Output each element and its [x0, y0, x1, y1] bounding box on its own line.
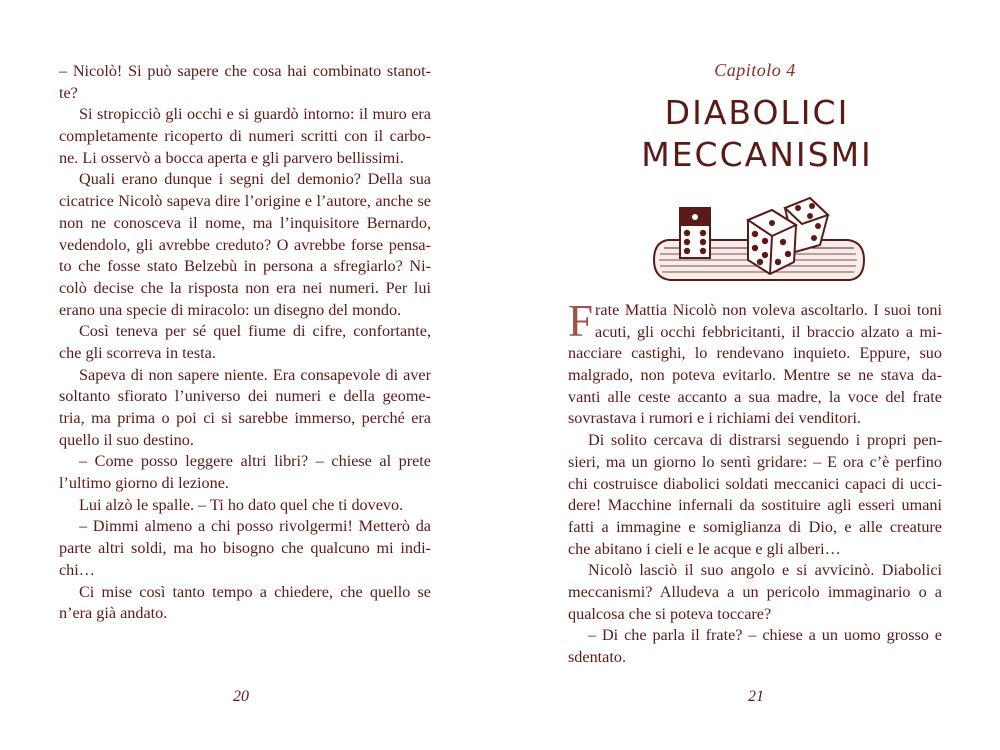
text-line: l’ultimo giorno di lezione. — [59, 474, 229, 493]
text-line: Quali erano dunque i segni del demonio? Della sua — [79, 170, 431, 189]
text-line: malgrado, non poteva evitarlo. Mentre se ne stava da- — [568, 366, 942, 385]
text-line: erano una specie di miracolo: un disegno del mondo. — [59, 300, 402, 319]
right-page-text — [568, 296, 942, 669]
text-line: te? — [59, 83, 78, 102]
text-line: non ne conosceva il nome, ma l’inquisitore Bernardo, — [59, 213, 431, 232]
text-line: nacciare castighi, lo rendevano inquieto. Eppure, suo — [568, 344, 942, 363]
page-number: 20 — [233, 688, 249, 705]
text-line: qualcosa che si poteva toccare? — [568, 604, 772, 623]
text-line: Si stropicciò gli occhi e si guardò intorno: il muro era — [79, 105, 431, 124]
text-line: meccanismi? Alludeva a un pericolo immaginario o a — [568, 582, 942, 601]
text-line: chi costruisce diabolici soldati meccanici capaci di ucci- — [568, 474, 942, 493]
text-line: rate Mattia Nicolò non voleva ascoltarlo. I suoi toni — [595, 301, 942, 319]
text-line: acuti, gli occhi febbricitanti, il braccio alzato a mi- — [595, 322, 942, 341]
text-line: che abitano i cieli e le acque e gli alberi… — [568, 539, 841, 558]
text-line: Lui alzò le spalle. – Ti ho dato quel che ti dovevo. — [79, 495, 404, 514]
text-line: n’era già andato. — [59, 604, 168, 623]
text-line: tria, ma prima o poi ci si sarebbe immerso, perché era — [59, 409, 431, 427]
text-line: dere! Macchine infernali da sostituire agli esseri umani — [568, 496, 942, 515]
text-line: soltanto sfiorato l’universo dei numeri e della geome- — [59, 387, 431, 406]
chapter-title-line: MECCANISMI — [641, 135, 873, 174]
left-page-text — [59, 61, 431, 625]
text-line: Sapeva di non sapere niente. Era consapevole di aver — [79, 365, 431, 384]
page-number: 21 — [748, 688, 764, 705]
text-line: che gli scorreva in testa. — [59, 343, 216, 362]
dice-on-tray-icon — [650, 190, 866, 290]
text-line: chi… — [59, 560, 95, 579]
text-line: – Di che parla il frate? – chiese a un uomo grosso e — [588, 626, 942, 645]
text-line: vedendolo, gli avrebbe creduto? O avrebbe forse pensa- — [59, 235, 431, 254]
text-line: Di solito cercava di distrarsi seguendo i propri pen- — [588, 431, 942, 450]
text-line: completamente ricoperto di numeri scritti con il carbo- — [59, 127, 431, 146]
text-line: sovrastava i rumori e i richiami dei venditori. — [568, 409, 862, 428]
text-line: Così teneva per sé quel fiume di cifre, confortante, — [79, 322, 431, 341]
text-line: – Nicolò! Si può sapere che cosa hai combinato stanot- — [59, 62, 431, 80]
drop-cap: F — [568, 296, 594, 346]
chapter-title-line: DIABOLICI — [664, 93, 850, 132]
text-line: fatti a immagine e somiglianza di Dio, e alle creature — [568, 517, 942, 536]
text-line: Nicolò lasciò il suo angolo e si avvicinò. Diabolici — [588, 561, 942, 580]
chapter-label: Capitolo 4 — [714, 60, 796, 80]
text-line: ne. Li osservò a bocca aperta e gli parvero bellissimi. — [59, 148, 404, 167]
text-line: – Dimmi almeno a chi posso rivolgermi! Metterò da — [79, 517, 431, 536]
text-line: Ci mise così tanto tempo a chiedere, che quello se — [79, 582, 431, 601]
text-line: quello il suo destino. — [59, 430, 194, 449]
text-line: vanti alle ceste accanto a sua madre, la voce del frate — [568, 387, 942, 406]
text-line: sieri, ma un giorno lo sentì gridare: – E ora c’è perfino — [568, 452, 942, 471]
text-line: to che fosse stato Belzebù in persona a sfregiarlo? Ni- — [59, 257, 431, 276]
text-line: sdentato. — [568, 648, 626, 666]
text-line: parte altri soldi, ma ho bisogno che qualcuno mi indi- — [59, 539, 431, 558]
text-line: colò decise che la risposta non era nei numeri. Per lui — [59, 278, 431, 297]
text-line: – Come posso leggere altri libri? – chiese al prete — [79, 452, 431, 471]
text-line: cicatrice Nicolò sapeva dire l’origine e l’autore, anche se — [59, 192, 431, 211]
chapter-title — [500, 92, 1000, 176]
